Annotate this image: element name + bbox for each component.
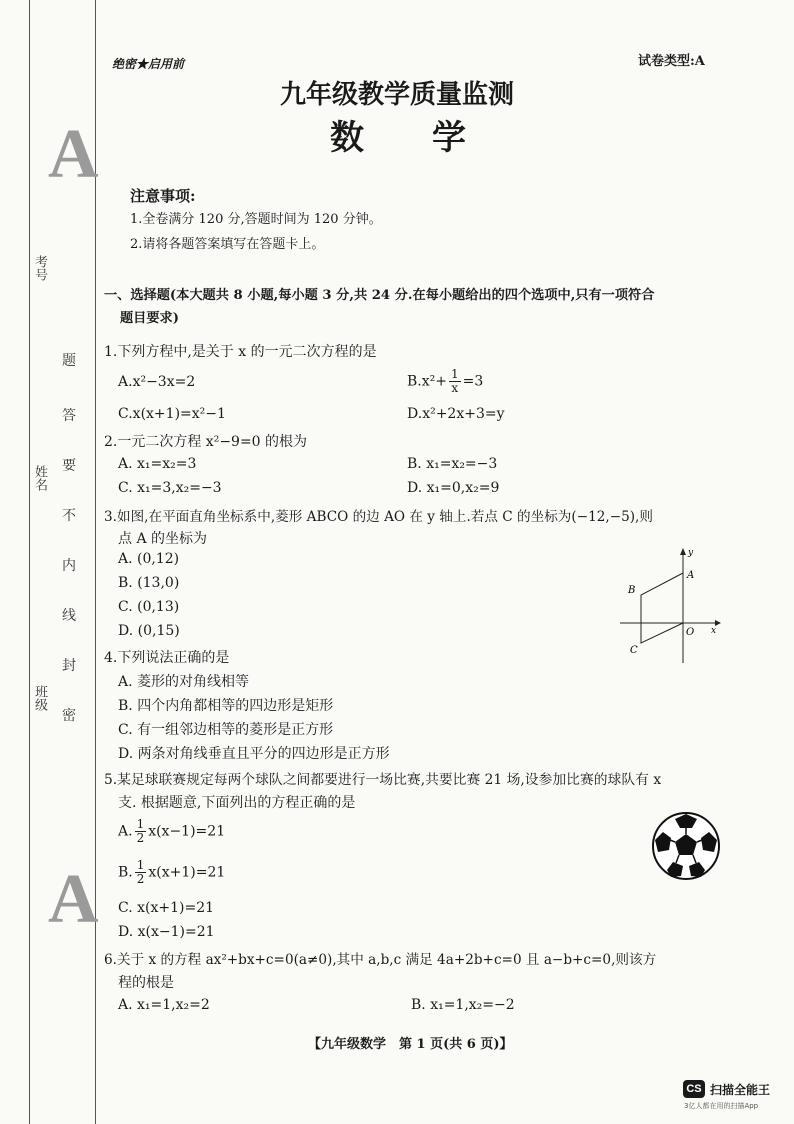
seal-char: 题 <box>62 353 76 369</box>
notice-heading: 注意事项: <box>130 187 196 205</box>
q5-stem-cont: 支. 根据题意,下面列出的方程正确的是 <box>118 795 356 811</box>
q2-option-a: A. x₁=x₂=3 <box>118 456 197 472</box>
q5-option-a <box>118 818 225 845</box>
y-axis-arrow <box>680 548 686 555</box>
scanner-tagline: 3亿人都在用的扫描App <box>684 1102 759 1110</box>
soccer-ball-image <box>651 810 721 882</box>
seal-char: 内 <box>62 558 76 574</box>
q1-option-d <box>407 406 505 422</box>
q6-option-a: A. x₁=1,x₂=2 <box>118 997 210 1013</box>
q3-option-b: B. (13,0) <box>118 575 180 591</box>
binding-name: 姓名 <box>32 465 47 491</box>
scanner-name: 扫描全能王 <box>710 1083 771 1097</box>
seal-char: 不 <box>62 508 76 524</box>
section-heading: 一、选择题(本大题共 8 小题,每小题 3 分,共 24 分.在每小题给出的四个选项中,只有一项符合 <box>104 288 655 303</box>
q4-option-d: D. 两条对角线垂直且平分的四边形是正方形 <box>118 746 390 762</box>
option-letter: B. <box>118 864 133 881</box>
q4-stem: 4.下列说法正确的是 <box>104 650 230 666</box>
q3-option-d: D. (0,15) <box>118 623 180 639</box>
label-c: C <box>630 645 638 656</box>
paper-type: 试卷类型:A <box>638 54 705 69</box>
q5-option-c: C. x(x+1)=21 <box>118 900 215 916</box>
label-o: O <box>686 627 695 638</box>
fraction <box>135 859 147 886</box>
notice-item: 1.全卷满分 120 分,答题时间为 120 分钟。 <box>130 212 382 227</box>
fraction-den: 2 <box>136 872 145 886</box>
q5-option-d: D. x(x−1)=21 <box>118 924 215 940</box>
seal-char: 密 <box>62 708 76 724</box>
fraction-num: 1 <box>136 817 145 831</box>
fraction-num: 1 <box>451 367 459 381</box>
label-x: x <box>711 626 717 636</box>
option-letter: A. <box>118 374 133 390</box>
option-expr: x²−3x=2 <box>132 374 196 390</box>
option-expr: x(x+1)=21 <box>148 864 226 881</box>
option-expr-right: =3 <box>462 373 484 390</box>
option-letter: D. <box>407 406 423 422</box>
q2-option-c: C. x₁=3,x₂=−3 <box>118 480 222 496</box>
option-letter: C. <box>118 406 133 422</box>
seal-char: 封 <box>62 658 76 674</box>
watermark-letter-top: A <box>48 116 99 193</box>
page-title: 九年级教学质量监测 <box>280 80 515 110</box>
q5-option-b <box>118 859 225 886</box>
fraction-num: 1 <box>136 858 145 872</box>
label-y: y <box>688 548 694 558</box>
fraction-den: 2 <box>136 831 145 845</box>
seal-char: 要 <box>62 458 76 474</box>
q1-stem: 1.下列方程中,是关于 x 的一元二次方程的是 <box>104 344 377 360</box>
label-b: B <box>628 585 636 596</box>
q3-stem-cont: 点 A 的坐标为 <box>118 531 208 547</box>
q4-option-c: C. 有一组邻边相等的菱形是正方形 <box>118 722 334 738</box>
q6-stem: 6.关于 x 的方程 ax²+bx+c=0(a≠0),其中 a,b,c 满足 4a+2b+c=0 且 a−b+c=0,则该方 <box>104 952 657 968</box>
seal-char: 答 <box>62 408 76 424</box>
q4-option-a: A. 菱形的对角线相等 <box>118 674 250 690</box>
q2-option-d: D. x₁=0,x₂=9 <box>407 480 500 496</box>
q3-option-c: C. (0,13) <box>118 599 180 615</box>
fraction-den: x <box>451 381 459 395</box>
q1-option-c <box>118 406 226 422</box>
q2-stem: 2.一元二次方程 x²−9=0 的根为 <box>104 434 308 450</box>
option-expr: x(x+1)=x²−1 <box>132 406 226 422</box>
scanner-badge: CS <box>683 1080 705 1098</box>
option-expr: x²+2x+3=y <box>422 406 505 422</box>
q3-option-a: A. (0,12) <box>118 551 180 567</box>
subject-title: 数 学 <box>330 118 466 158</box>
q1-option-a <box>118 374 195 390</box>
binding-line-outer <box>29 0 30 1124</box>
q1-option-b <box>407 368 483 395</box>
notice-item: 2.请将各题答案填写在答题卡上。 <box>130 237 325 252</box>
q6-stem-cont: 程的根是 <box>118 975 174 991</box>
option-letter: A. <box>118 823 133 840</box>
q3-stem: 3.如图,在平面直角坐标系中,菱形 ABCO 的边 AO 在 y 轴上.若点 C 的坐标为(−12,−5),则 <box>104 509 653 525</box>
binding-exam-no: 考号 <box>32 255 47 281</box>
fraction <box>135 818 147 845</box>
option-expr-left: x²+ <box>421 373 447 390</box>
q3-rhombus-figure <box>615 545 725 670</box>
seal-char: 线 <box>62 608 76 624</box>
rhombus-abco <box>641 573 683 643</box>
binding-class: 班级 <box>32 685 47 711</box>
watermark-letter-bottom: A <box>48 861 99 938</box>
label-a: A <box>687 570 695 581</box>
option-letter: B. <box>407 373 422 390</box>
option-expr: x(x−1)=21 <box>148 823 226 840</box>
page-footer: 【九年级数学 第 1 页(共 6 页)】 <box>308 1037 513 1052</box>
fraction <box>449 368 461 395</box>
q2-option-b: B. x₁=x₂=−3 <box>407 456 498 472</box>
secret-label: 绝密★启用前 <box>112 57 185 71</box>
q6-option-b: B. x₁=1,x₂=−2 <box>411 997 515 1013</box>
q4-option-b: B. 四个内角都相等的四边形是矩形 <box>118 698 334 714</box>
section-heading-cont: 题目要求) <box>120 311 179 326</box>
q5-stem: 5.某足球联赛规定每两个球队之间都要进行一场比赛,共要比赛 21 场,设参加比赛的球队有 x <box>104 772 662 788</box>
